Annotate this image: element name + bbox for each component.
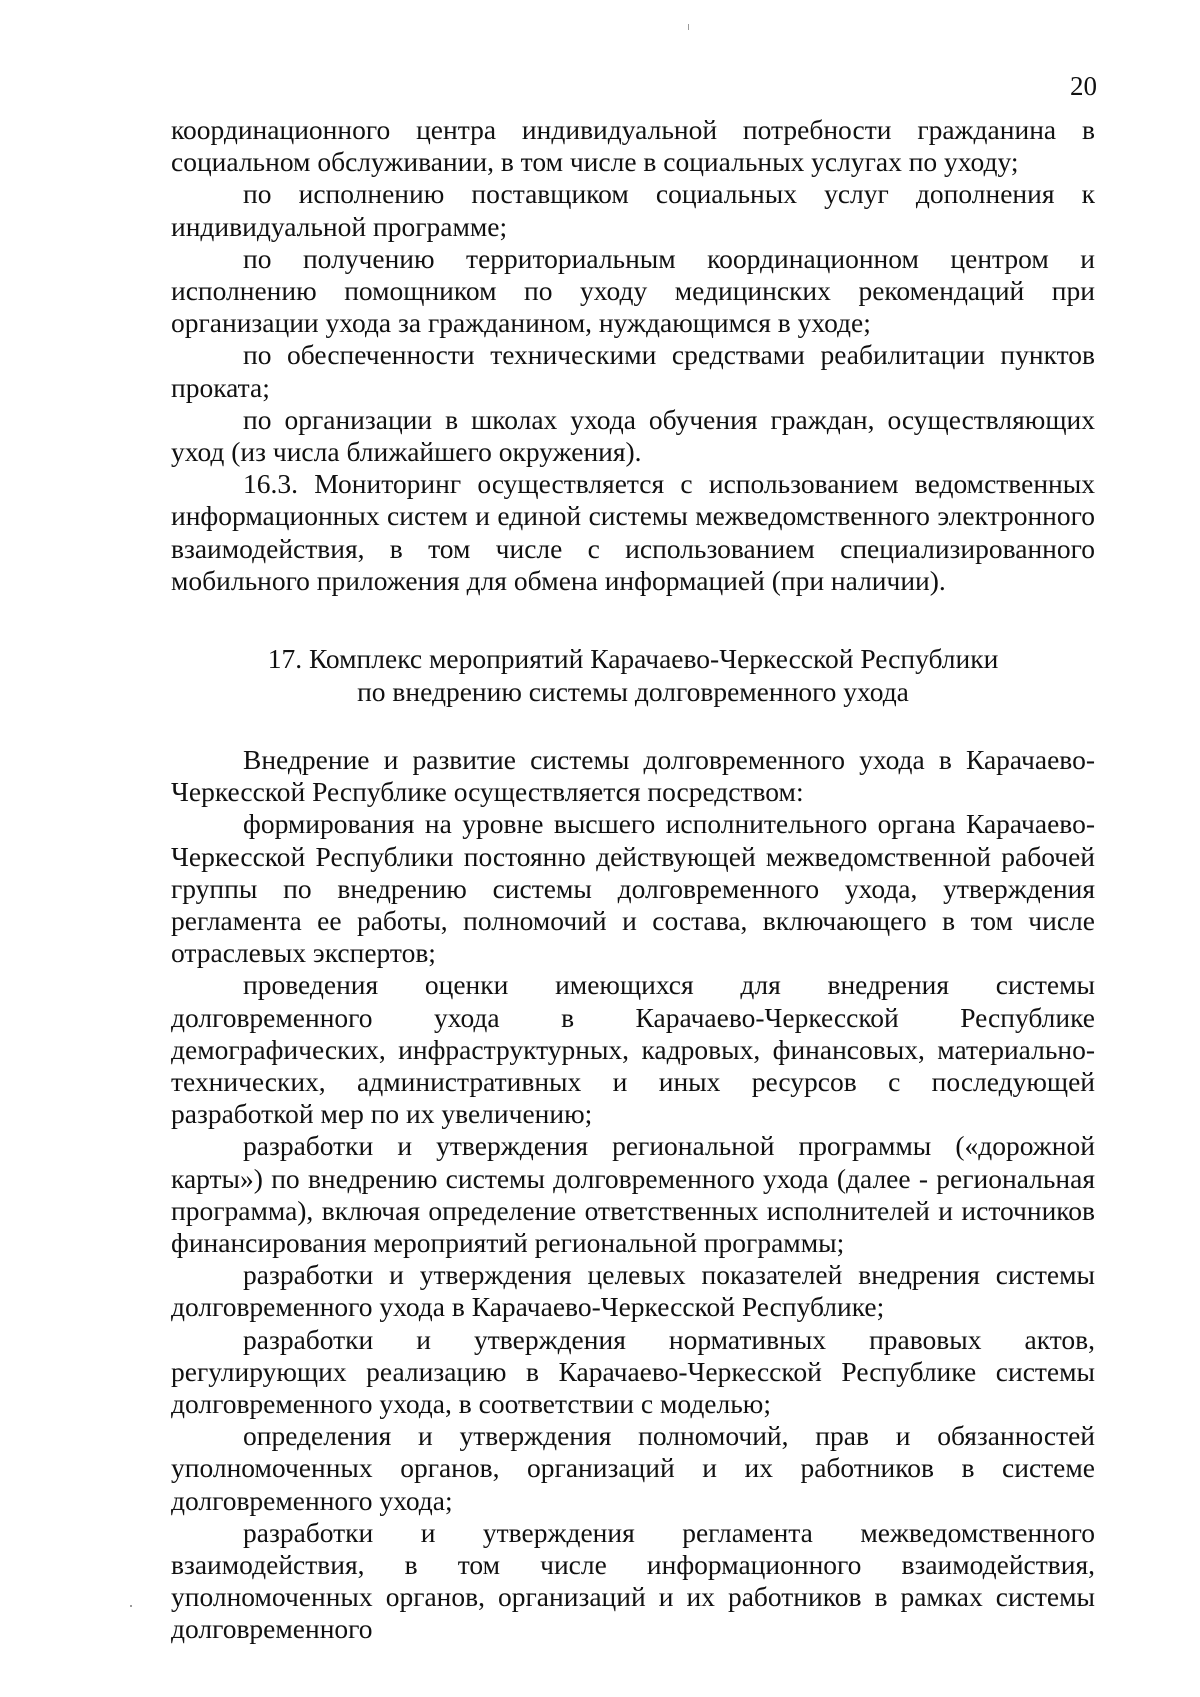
paragraph: Внедрение и развитие системы долговременного ухода в Карачаево-Черкесской Республике осуществляется посредством:	[171, 744, 1095, 808]
bottom-text-block	[171, 744, 1095, 1646]
section-heading	[171, 642, 1095, 708]
paragraph: по организации в школах ухода обучения граждан, осуществляющих уход (из числа ближайшего окружения).	[171, 403, 1095, 468]
paragraph: проведения оценки имеющихся для внедрения системы долговременного ухода в Карачаево-Черкесской Республике демографических, инфраструктурных, кадровых, финансовых, материально-технических, административных и иных ресурсов с последующей разработкой мер по их увеличению;	[171, 969, 1095, 1130]
top-text-block	[171, 114, 1095, 597]
scan-mark	[688, 24, 689, 30]
scan-mark	[130, 1605, 132, 1607]
page-number: 20	[1070, 71, 1097, 101]
paragraph: разработки и утверждения нормативных правовых актов, регулирующих реализацию в Карачаево-Черкесской Республике системы долговременного ухода, в соответствии с моделью;	[171, 1323, 1095, 1420]
paragraph: формирования на уровне высшего исполнительного органа Карачаево-Черкесской Республики постоянно действующей межведомственной рабочей группы по внедрению системы долговременного ухода, утверждения регламента ее работы, полномочий и состава, включающего в том числе отраслевых экспертов;	[171, 808, 1095, 969]
paragraph: 16.3. Мониторинг осуществляется с использованием ведомственных информационных систем и единой системы межведомственного электронного взаимодействия, в том числе с использованием специализированного мобильного приложения для обмена информацией (при наличии).	[171, 468, 1095, 596]
section-heading-line-1: 17. Комплекс мероприятий Карачаево-Черкесской Республики	[267, 643, 999, 674]
paragraph: по получению территориальным координационном центром и исполнению помощником по уходу медицинских рекомендаций при организации ухода за гражданином, нуждающимся в уходе;	[171, 242, 1095, 339]
section-heading-line-2: по внедрению системы долговременного ухода	[357, 676, 909, 707]
paragraph: определения и утверждения полномочий, прав и обязанностей уполномоченных органов, организаций и их работников в системе долговременного ухода;	[171, 1420, 1095, 1516]
paragraph: разработки и утверждения целевых показателей внедрения системы долговременного ухода в Карачаево-Черкесской Республике;	[171, 1259, 1095, 1323]
paragraph: разработки и утверждения регламента межведомственного взаимодействия, в том числе информационного взаимодействия, уполномоченных органов, организаций и их работников в рамках системы долговременного	[171, 1516, 1095, 1645]
paragraph: по обеспеченности техническими средствами реабилитации пунктов проката;	[171, 339, 1095, 403]
paragraph: по исполнению поставщиком социальных услуг дополнения к индивидуальной программе;	[171, 178, 1095, 242]
paragraph: координационного центра индивидуальной потребности гражданина в социальном обслуживании, в том числе в социальных услугах по уходу;	[171, 114, 1095, 178]
paragraph: разработки и утверждения региональной программы («дорожной карты») по внедрению системы долговременного ухода (далее - региональная программа), включая определение ответственных исполнителей и источников финансирования мероприятий региональной программы;	[171, 1130, 1095, 1259]
